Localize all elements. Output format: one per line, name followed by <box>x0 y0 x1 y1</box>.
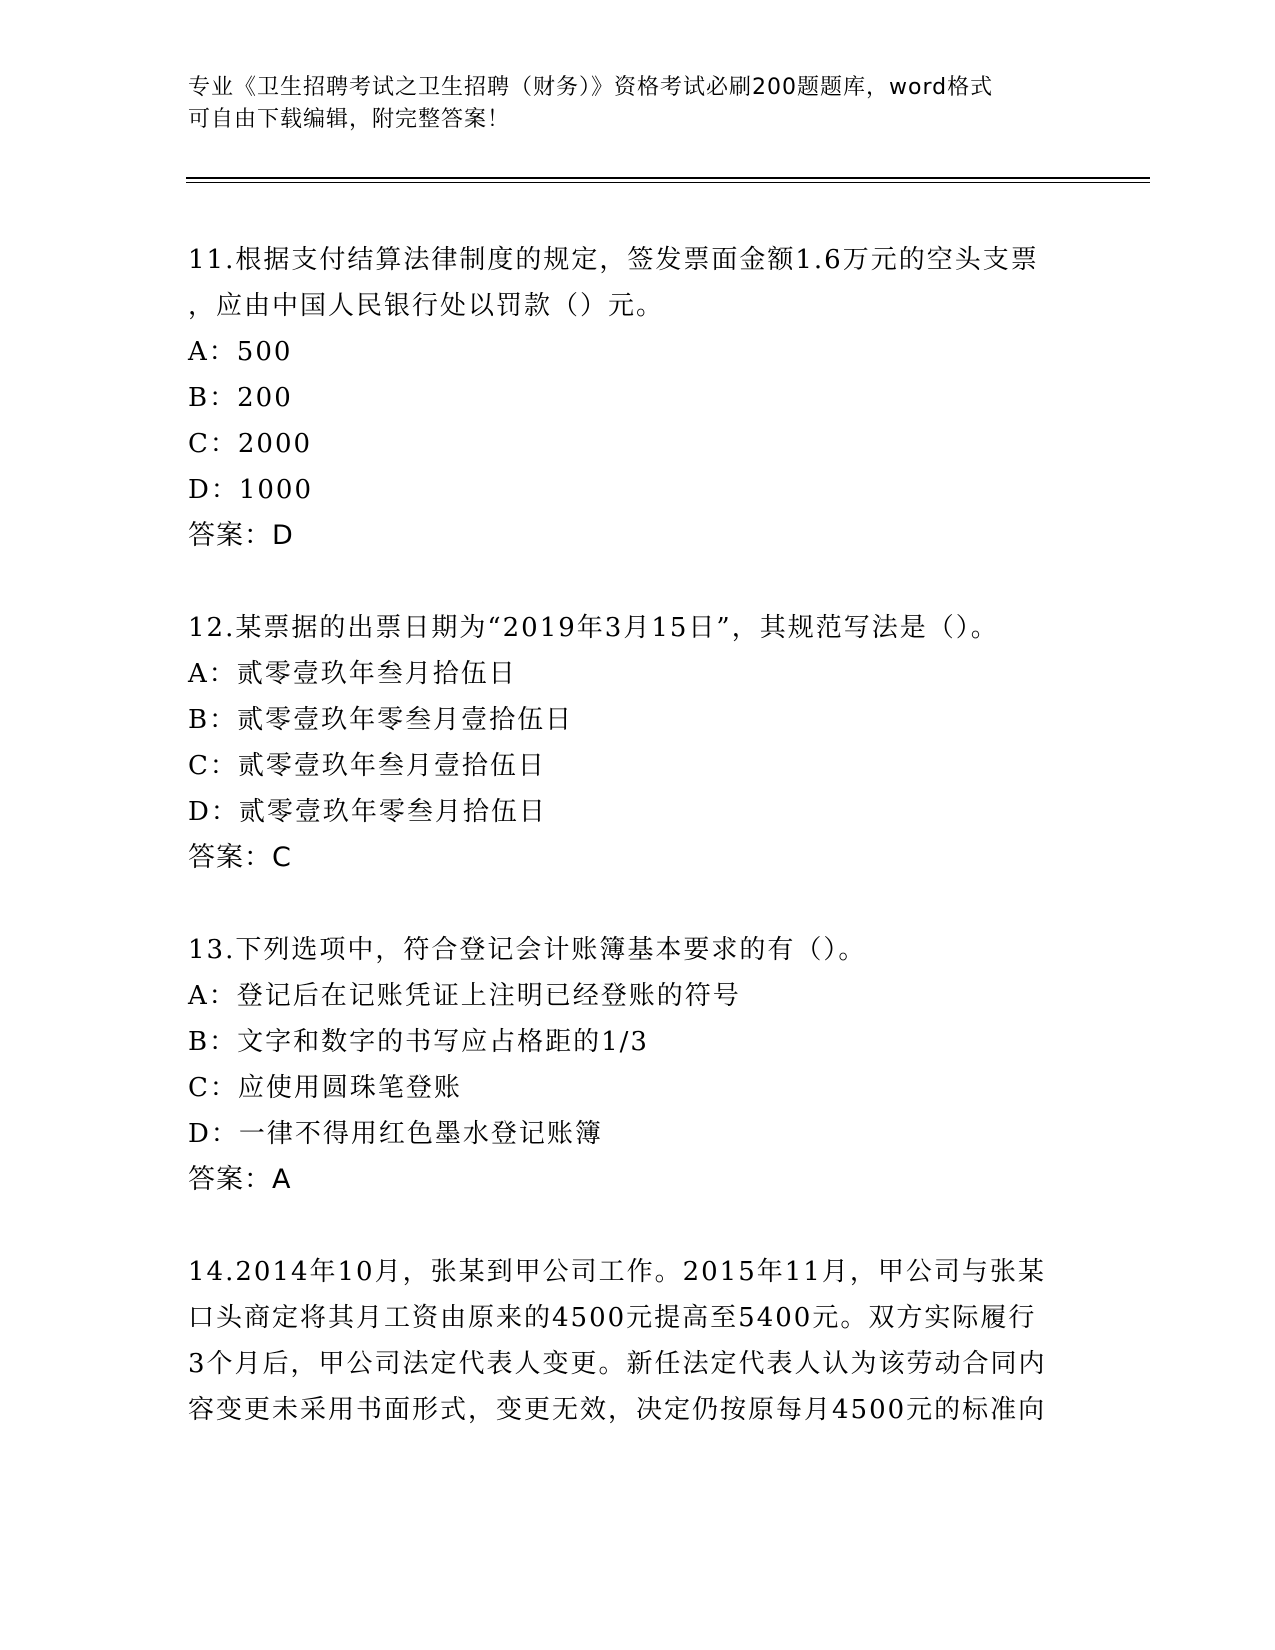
question-stem-line: 容变更未采用书面形式，变更无效，决定仍按原每月4500元的标准向 <box>188 1395 1047 1425</box>
option-b: B：贰零壹玖年零叁月壹拾伍日 <box>188 705 574 735</box>
answer-label: 答案：C <box>188 842 292 873</box>
header-divider-thick <box>186 177 1150 179</box>
question-12 <box>188 605 1088 881</box>
option-a: A：登记后在记账凭证上注明已经登账的符号 <box>188 981 741 1011</box>
option-c: C：2000 <box>188 429 313 459</box>
option-b: B：200 <box>188 383 293 413</box>
question-stem-line: 14.2014年10月，张某到甲公司工作。2015年11月，甲公司与张某 <box>188 1257 1046 1287</box>
option-c: C：应使用圆珠笔登账 <box>188 1073 462 1103</box>
answer-label: 答案：D <box>188 520 294 551</box>
question-stem-line: 13.下列选项中，符合登记会计账簿基本要求的有（）。 <box>188 935 867 965</box>
question-13 <box>188 927 1088 1203</box>
question-spacer <box>188 1203 1088 1249</box>
answer-label: 答案：A <box>188 1164 292 1195</box>
question-stem-line: 口头商定将其月工资由原来的4500元提高至5400元。双方实际履行 <box>188 1303 1037 1333</box>
option-d: D：贰零壹玖年零叁月拾伍日 <box>188 797 547 827</box>
header-line-2: 可自由下载编辑，附完整答案！ <box>188 107 511 132</box>
option-d: D：1000 <box>188 475 314 505</box>
question-spacer <box>188 881 1088 927</box>
question-14 <box>188 1249 1088 1433</box>
option-b: B：文字和数字的书写应占格距的1/3 <box>188 1027 649 1057</box>
option-c: C：贰零壹玖年叁月壹拾伍日 <box>188 751 546 781</box>
question-11 <box>188 237 1088 559</box>
question-stem-line: 12.某票据的出票日期为“2019年3月15日”，其规范写法是（）。 <box>188 613 999 643</box>
header-line-1: 专业《卫生招聘考试之卫生招聘（财务）》资格考试必刷200题题库，word格式 <box>188 75 994 100</box>
option-a: A：500 <box>188 337 293 367</box>
question-stem-line: 3个月后，甲公司法定代表人变更。新任法定代表人认为该劳动合同内 <box>188 1349 1047 1379</box>
question-spacer <box>188 559 1088 605</box>
question-stem-line: ，应由中国人民银行处以罚款（）元。 <box>188 291 665 321</box>
question-stem-line: 11.根据支付结算法律制度的规定，签发票面金额1.6万元的空头支票 <box>188 245 1039 275</box>
document-header <box>188 72 1088 136</box>
question-list <box>188 237 1088 1433</box>
option-a: A：贰零壹玖年叁月拾伍日 <box>188 659 517 689</box>
option-d: D：一律不得用红色墨水登记账簿 <box>188 1119 603 1149</box>
header-divider-thin <box>186 182 1150 183</box>
